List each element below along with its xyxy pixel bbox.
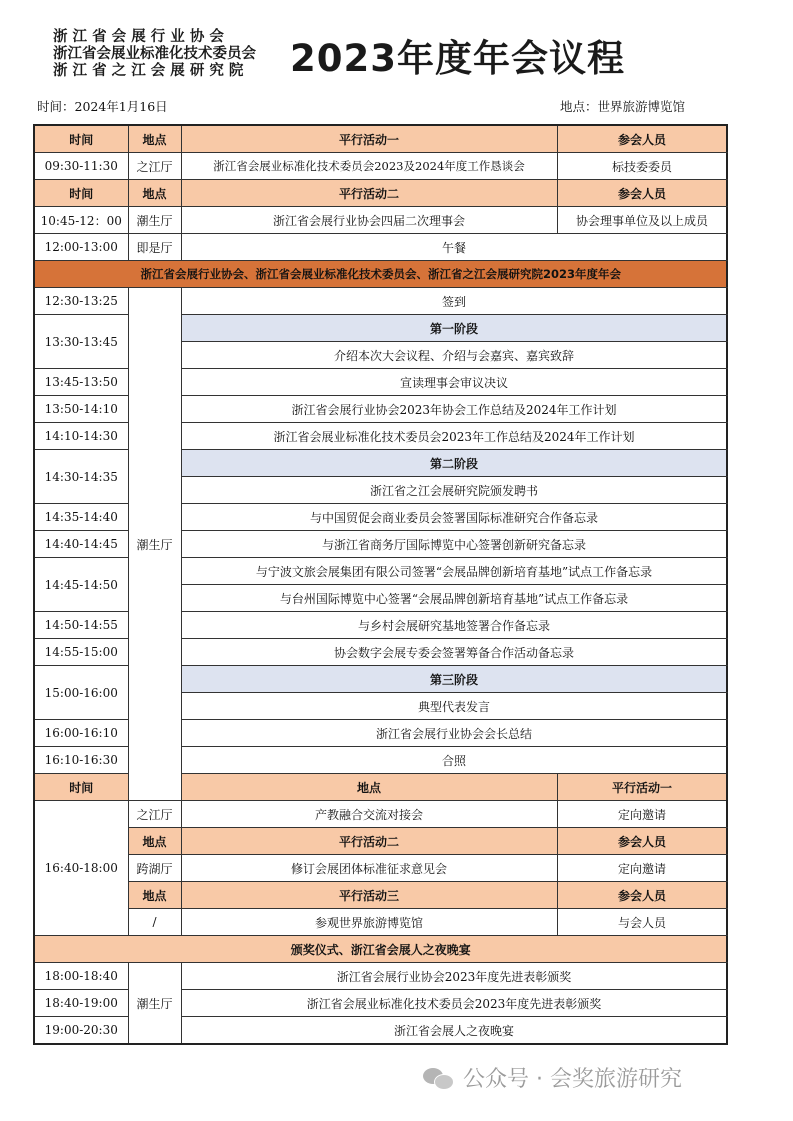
col-place-header: 地点 bbox=[128, 180, 181, 207]
place-cell: 之江厅 bbox=[128, 153, 181, 180]
col-activity-header: 平行活动二 bbox=[181, 828, 557, 855]
time-cell: 14:30-14:35 bbox=[34, 450, 128, 504]
activity-cell: 浙江省会展行业协会四届二次理事会 bbox=[181, 207, 557, 234]
time-cell: 18:40-19:00 bbox=[34, 990, 128, 1017]
table-header-row bbox=[34, 180, 727, 207]
activity-cell: 浙江省会展业标准化技术委员会2023年度先进表彰颁奖 bbox=[181, 990, 727, 1017]
col-place-header: 地点 bbox=[128, 828, 181, 855]
table-row bbox=[34, 963, 727, 990]
col-people-header: 参会人员 bbox=[557, 180, 727, 207]
place-cell: / bbox=[128, 909, 181, 936]
time-cell: 18:00-18:40 bbox=[34, 963, 128, 990]
activity-cell: 宣读理事会审议决议 bbox=[181, 369, 727, 396]
organizer-3: 浙 江 省 之 江 会 展 研 究 院 bbox=[53, 63, 244, 79]
time-cell: 14:55-15:00 bbox=[34, 639, 128, 666]
time-cell: 14:50-14:55 bbox=[34, 612, 128, 639]
activity-cell: 浙江省会展行业协会2023年度先进表彰颁奖 bbox=[181, 963, 727, 990]
time-cell: 14:35-14:40 bbox=[34, 504, 128, 531]
col-place-header: 地点 bbox=[181, 774, 557, 801]
time-cell: 12:30-13:25 bbox=[34, 288, 128, 315]
agenda-table bbox=[33, 124, 728, 1045]
people-cell: 定向邀请 bbox=[557, 801, 727, 828]
time-cell: 12:00-13:00 bbox=[34, 234, 128, 261]
table-row bbox=[34, 855, 727, 882]
activity-cell: 与中国贸促会商业委员会签署国际标准研究合作备忘录 bbox=[181, 504, 727, 531]
col-activity-header: 平行活动一 bbox=[557, 774, 727, 801]
stage-header: 第二阶段 bbox=[181, 450, 727, 477]
col-time-header: 时间 bbox=[34, 180, 128, 207]
activity-cell: 与宁波文旅会展集团有限公司签署“会展品牌创新培育基地”试点工作备忘录 bbox=[181, 558, 727, 585]
people-cell: 定向邀请 bbox=[557, 855, 727, 882]
activity-cell: 合照 bbox=[181, 747, 727, 774]
table-row bbox=[34, 801, 727, 828]
table-row bbox=[34, 153, 727, 180]
table-row bbox=[34, 288, 727, 315]
place-cell: 即是厅 bbox=[128, 234, 181, 261]
activity-cell: 修订会展团体标准征求意见会 bbox=[181, 855, 557, 882]
place-cell: 潮生厅 bbox=[128, 207, 181, 234]
place-cell: 潮生厅 bbox=[128, 963, 181, 1045]
activity-cell: 与乡村会展研究基地签署合作备忘录 bbox=[181, 612, 727, 639]
time-cell: 09:30-11:30 bbox=[34, 153, 128, 180]
people-cell: 协会理事单位及以上成员 bbox=[557, 207, 727, 234]
people-cell: 与会人员 bbox=[557, 909, 727, 936]
activity-cell: 浙江省会展人之夜晚宴 bbox=[181, 1017, 727, 1045]
activity-cell: 与浙江省商务厅国际博览中心签署创新研究备忘录 bbox=[181, 531, 727, 558]
time-cell: 14:45-14:50 bbox=[34, 558, 128, 612]
activity-cell: 介绍本次大会议程、介绍与会嘉宾、嘉宾致辞 bbox=[181, 342, 727, 369]
watermark bbox=[423, 1062, 682, 1093]
time-cell: 19:00-20:30 bbox=[34, 1017, 128, 1045]
activity-cell: 典型代表发言 bbox=[181, 693, 727, 720]
stage-header: 第一阶段 bbox=[181, 315, 727, 342]
gala-banner: 颁奖仪式、浙江省会展人之夜晚宴 bbox=[34, 936, 727, 963]
event-venue: 地点：世界旅游博览馆 bbox=[560, 99, 686, 114]
time-cell: 10:45-12：00 bbox=[34, 207, 128, 234]
table-header-row bbox=[34, 882, 727, 909]
banner-row bbox=[34, 261, 727, 288]
activity-cell: 产教融合交流对接会 bbox=[181, 801, 557, 828]
page-title: 2023年度年会议程 bbox=[290, 37, 625, 80]
place-cell: 之江厅 bbox=[128, 801, 181, 828]
activity-cell: 浙江省会展行业协会2023年协会工作总结及2024年工作计划 bbox=[181, 396, 727, 423]
col-time-header: 时间 bbox=[34, 125, 128, 153]
table-row bbox=[34, 207, 727, 234]
activity-cell: 协会数字会展专委会签署筹备合作活动备忘录 bbox=[181, 639, 727, 666]
banner-row bbox=[34, 936, 727, 963]
col-activity-header: 平行活动三 bbox=[181, 882, 557, 909]
time-cell: 16:40-18:00 bbox=[34, 801, 128, 936]
time-cell: 16:00-16:10 bbox=[34, 720, 128, 747]
col-people-header: 参会人员 bbox=[557, 828, 727, 855]
time-cell: 16:10-16:30 bbox=[34, 747, 128, 774]
table-row bbox=[34, 234, 727, 261]
time-cell: 13:50-14:10 bbox=[34, 396, 128, 423]
activity-cell: 与台州国际博览中心签署“会展品牌创新培育基地”试点工作备忘录 bbox=[181, 585, 727, 612]
watermark-text: 公众号 · 会奖旅游研究 bbox=[463, 1067, 682, 1092]
wechat-icon bbox=[423, 1066, 453, 1090]
time-cell: 15:00-16:00 bbox=[34, 666, 128, 720]
organizer-block bbox=[53, 29, 279, 80]
col-activity-header: 平行活动一 bbox=[181, 125, 557, 153]
event-date: 时间：2024年1月16日 bbox=[37, 99, 168, 114]
table-header-row bbox=[34, 828, 727, 855]
activity-cell: 浙江省会展业标准化技术委员会2023年工作总结及2024年工作计划 bbox=[181, 423, 727, 450]
col-place-header: 地点 bbox=[128, 125, 181, 153]
stage-header: 第三阶段 bbox=[181, 666, 727, 693]
col-people-header: 参会人员 bbox=[557, 882, 727, 909]
activity-cell: 浙江省会展业标准化技术委员会2023及2024年度工作恳谈会 bbox=[181, 153, 557, 180]
col-people-header: 参会人员 bbox=[557, 125, 727, 153]
activity-cell: 浙江省之江会展研究院颁发聘书 bbox=[181, 477, 727, 504]
organizer-2: 浙江省会展业标准化技术委员会 bbox=[53, 46, 256, 62]
people-cell: 标技委委员 bbox=[557, 153, 727, 180]
col-place-header: 地点 bbox=[128, 882, 181, 909]
place-cell: 跨湖厅 bbox=[128, 855, 181, 882]
activity-cell: 午餐 bbox=[181, 234, 727, 261]
time-cell: 13:45-13:50 bbox=[34, 369, 128, 396]
time-cell: 14:10-14:30 bbox=[34, 423, 128, 450]
place-cell: 潮生厅 bbox=[128, 288, 181, 801]
activity-cell: 参观世界旅游博览馆 bbox=[181, 909, 557, 936]
organizer-1: 浙 江 省 会 展 行 业 协 会 bbox=[53, 29, 224, 45]
col-activity-header: 平行活动二 bbox=[181, 180, 557, 207]
time-cell: 14:40-14:45 bbox=[34, 531, 128, 558]
table-header-row bbox=[34, 125, 727, 153]
activity-cell: 浙江省会展行业协会会长总结 bbox=[181, 720, 727, 747]
col-time-header: 时间 bbox=[34, 774, 128, 801]
activity-cell: 签到 bbox=[181, 288, 727, 315]
time-cell: 13:30-13:45 bbox=[34, 315, 128, 369]
conference-banner: 浙江省会展行业协会、浙江省会展业标准化技术委员会、浙江省之江会展研究院2023年度年会 bbox=[34, 261, 727, 288]
table-row bbox=[34, 909, 727, 936]
